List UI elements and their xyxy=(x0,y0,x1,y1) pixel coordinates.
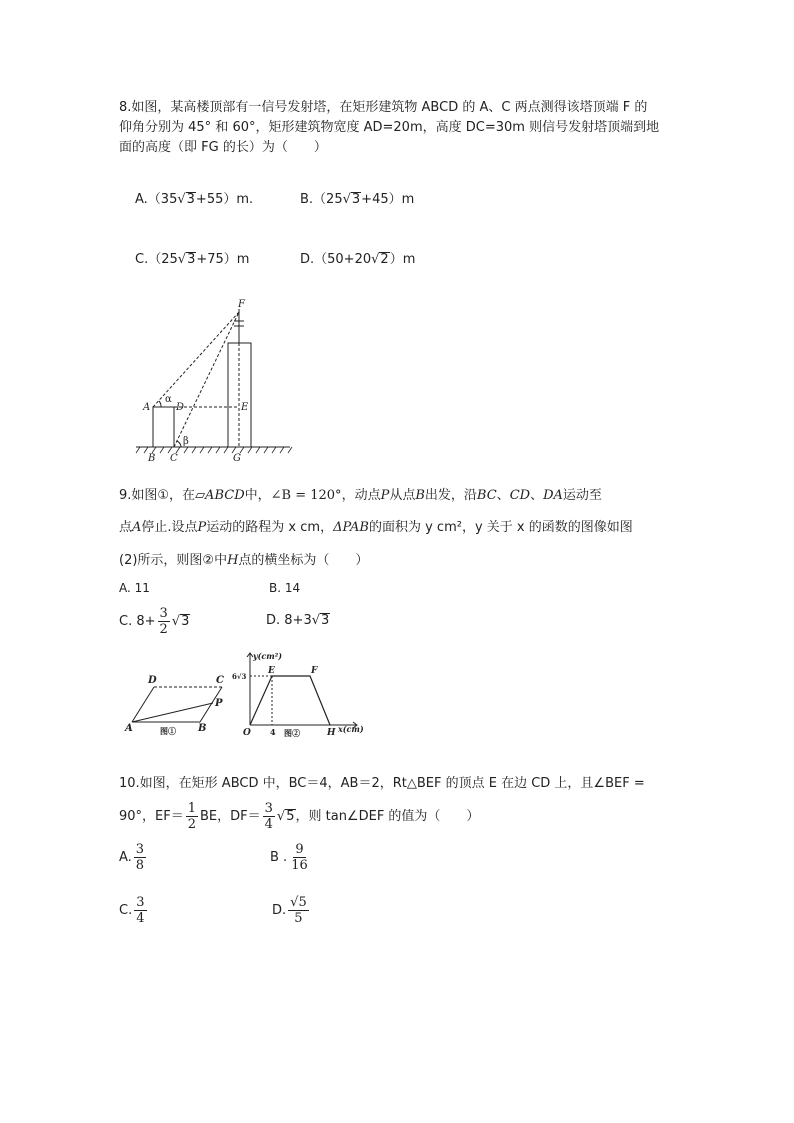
q9-option-a: A. 11 xyxy=(119,581,150,595)
q9-fig2-six-root3: 6√3 xyxy=(232,672,247,681)
q8-option-a: A.（35√3+55）m. xyxy=(135,192,254,207)
q10-option-a: A. $\frac{3}{8}$ xyxy=(119,842,145,873)
q9-option-d: D. 8+3√3 xyxy=(266,613,330,628)
q8-line-3: 面的高度（即 FG 的长）为（ ） xyxy=(119,140,327,155)
q9-fig2-label-e: E xyxy=(268,666,275,676)
q9-fig1-label-p: P xyxy=(215,698,223,709)
q9-line-1: 9.如图①，在▱ABCD中，∠B = 120°，动点P从点B出发，沿BC、CD、DA运动至 xyxy=(119,488,602,503)
q9-fig2-label-o: O xyxy=(243,728,251,738)
q10-option-d: D. $\frac{√5}{5}$ xyxy=(272,895,307,926)
q9-fig2-label-4: 4 xyxy=(270,727,276,737)
q8-option-c: C.（25√3+75）m xyxy=(135,252,250,267)
q9-figure-1 xyxy=(124,670,234,736)
q8-label-d: D xyxy=(176,402,185,413)
q10-option-b: B . $\frac{9}{16}$ xyxy=(270,842,308,873)
q9-fig1-label-b: B xyxy=(198,723,207,734)
q8-label-e: E xyxy=(241,402,249,413)
q8-label-f: F xyxy=(238,299,245,310)
q8-line-2: 仰角分别为 45° 和 60°，矩形建筑物宽度 AD=20m，高度 DC=30m 则信号发射塔顶端到地 xyxy=(119,120,660,135)
q9-fig2-y-axis-label: y(cm²) xyxy=(253,651,283,661)
q8-label-b: B xyxy=(148,453,156,464)
q9-fig2-label-f: F xyxy=(311,666,318,676)
q9-fig1-label-d: D xyxy=(148,675,157,686)
q9-fig1-caption: 图① xyxy=(160,726,176,736)
q10-line-2: 90°，EF＝ $\frac{1}{2}$ BE，DF＝ $\frac{3}{4}$ √5，则 tan∠DEF 的值为（ ） xyxy=(119,801,480,832)
q9-line-3: (2)所示，则图②中H点的横坐标为（ ） xyxy=(119,553,369,568)
q9-fig2-label-h: H xyxy=(327,728,336,738)
q8-option-b: B.（25√3+45）m xyxy=(300,192,415,207)
q9-fig1-label-c: C xyxy=(216,675,224,686)
q8-label-c: C xyxy=(170,453,178,464)
q10-option-c: C. $\frac{3}{4}$ xyxy=(119,895,145,926)
q8-label-a: A xyxy=(143,402,151,413)
q9-option-c: C. 8+ $\frac{3}{2}$ √3 xyxy=(119,606,190,637)
q9-fig1-label-a: A xyxy=(125,723,133,734)
q9-line-2: 点A停止.设点P运动的路程为 x cm，ΔPAB的面积为 y cm²，y 关于 x 的函数的图像如图 xyxy=(119,520,633,535)
q10-line-1: 10.如图，在矩形 ABCD 中，BC＝4，AB＝2，Rt△BEF 的顶点 E 在边 CD 上，且∠BEF = xyxy=(119,776,645,791)
q8-label-beta: β xyxy=(183,436,189,447)
q9-fig2-caption: 图② xyxy=(284,728,300,738)
q9-fig2-x-axis-label: x(cm) xyxy=(338,724,364,734)
q9-option-b: B. 14 xyxy=(269,581,301,595)
q8-option-d: D.（50+20√2）m xyxy=(300,252,416,267)
q8-label-g: G xyxy=(233,453,241,464)
q8-label-alpha: α xyxy=(165,394,172,405)
q9-figure-2 xyxy=(230,648,368,738)
q8-figure xyxy=(128,296,303,464)
q8-line-1: 8.如图，某高楼顶部有一信号发射塔，在矩形建筑物 ABCD 的 A、C 两点测得该塔顶端 F 的 xyxy=(119,100,648,115)
